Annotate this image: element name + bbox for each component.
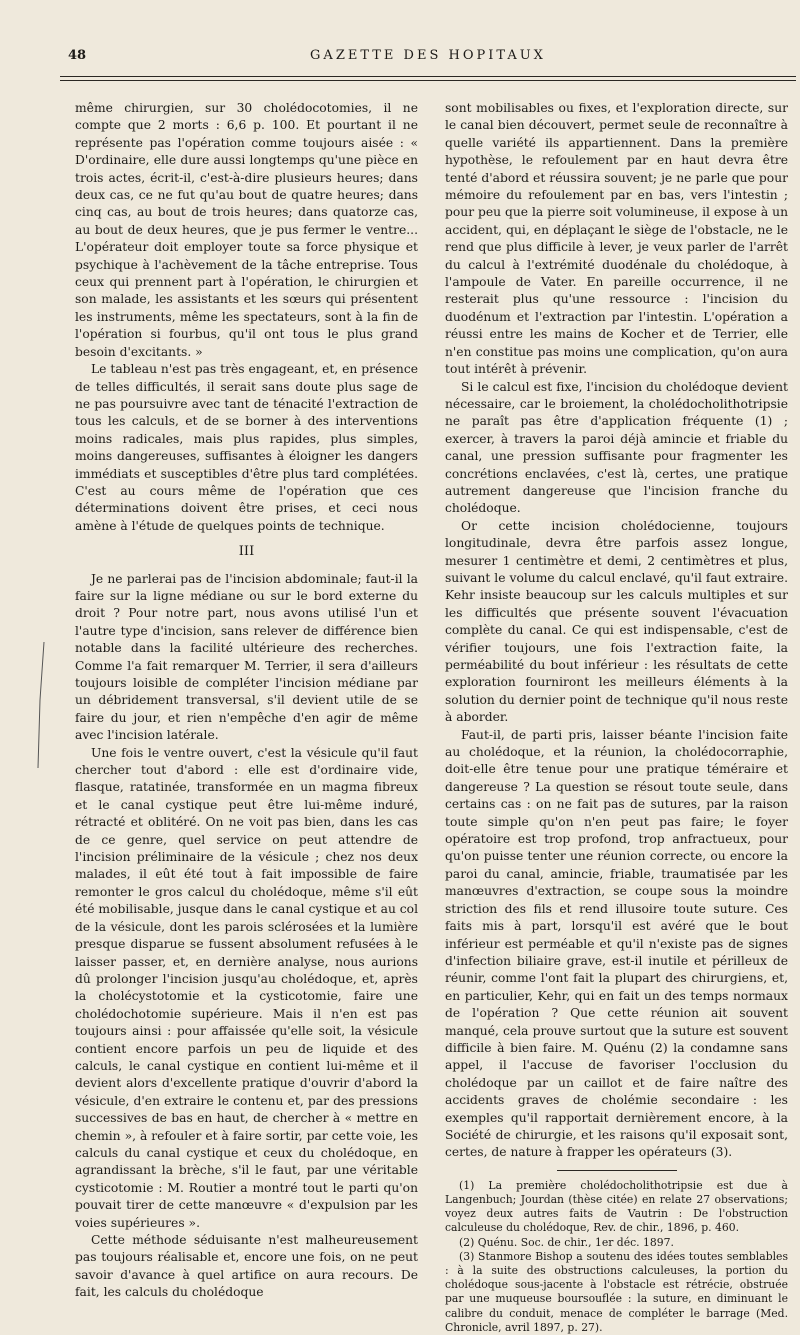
paragraph: même chirurgien, sur 30 cholédocotomies, il ne compte que 2 morts : 6,6 p. 100. Et pourtant il ne représente pas l'opération comme toujours aisée : « D'ordinaire, elle dure aussi longtemps qu'une pièce en trois actes, écrit-il, c'est-à-dire plusieurs heures; dans deux cas, ce ne fut qu'au bout de quatre heures; dans cinq cas, au bout de trois heures; dans quatorze cas, au bout de deux heures, que je pus fermer le ventre... L'opérateur doit employer toute sa force physique et psychique à l'achèvement de la tâche entreprise. Tous ceux qui prennent part à l'opération, le chirurgien et son malade, les assistants et les sœurs qui présentent les instruments, même les spectateurs, sont à la fin de l'opération si fourbus, qu'il ont tous le plus grand besoin d'excitants. »: [75, 101, 418, 359]
page-number: 48: [68, 48, 87, 63]
right-column: [445, 100, 788, 1334]
footnote: (1) La première cholédocholithotripsie est due à Langenbuch; Jourdan (thèse citée) en relate 27 observations; voyez deux autres faits de Vautrin : De l'obstruction calculeuse du cholédoque, Rev. de chir., 1896, p. 460.: [445, 1178, 788, 1235]
left-column: [75, 100, 418, 1300]
page-header: [60, 44, 796, 68]
paragraph: sont mobilisables ou fixes, et l'exploration directe, sur le canal bien découvert, permet seule de reconnaître à quelle variété ils appartiennent. Dans la première hypothèse, le refoulement par en haut devra être tenté d'abord et réussira souvent; je ne parle que pour mémoire du refoulement par en bas, vers l'intestin ; pour peu que la pierre soit volumineuse, il expose à un accident, qui, en déplaçant le siège de l'obstacle, ne le rend que plus difficile à lever, je veux parler de l'arrêt du calcul à l'extrémité duodénale du cholédoque, à l'ampoule de Vater. En pareille occurrence, il ne resterait plus qu'une ressource : l'incision du duodénum et l'extraction par l'intestin. L'opération a réussi entre les mains de Kocher et de Terrier, elle n'en constitue pas moins une complication, qu'on aura tout intérêt à prévenir.: [445, 101, 788, 377]
header-rule-top: [60, 76, 796, 77]
running-title: GAZETTE DES HOPITAUX: [310, 48, 546, 63]
paragraph: Une fois le ventre ouvert, c'est la vésicule qu'il faut chercher tout d'abord : elle est d'ordinaire vide, flasque, ratatinée, transformée en un magma fibreux et le canal cystique peut être lui-même induré, rétracté et oblitéré. On ne voit pas bien, dans les cas de ce genre, quel service on peut attendre de l'incision préliminaire de la vésicule ; chez nos deux malades, il eût été tout à fait impossible de faire remonter le gros calcul du cholédoque, même s'il eût été mobilisable, jusque dans le canal cystique et au col de la vésicule, dont les parois sclérosées et la lumière presque disparue se fussent absolument refusées à le laisser passer, et, en dernière analyse, nous aurions dû prolonger l'incision jusqu'au cholédoque, et, après la cholécystotomie et la cysticotomie, faire une cholédochotomie supérieure. Mais il n'en est pas toujours ainsi : pour affaissée qu'elle soit, la vésicule contient encore parfois un peu de liquide et des calculs, le canal cystique en contient lui-même et il devient alors d'excellente pratique d'ouvrir d'abord la vésicule, d'en extraire le contenu et, par des pressions successives de bas en haut, de chercher à « mettre en chemin », à refouler et à faire sortir, par cette voie, les calculs du canal cystique et ceux du cholédoque, en agrandissant la brèche, s'il le faut, par une véritable cysticotomie : M. Routier a montré tout le parti qu'on pouvait tirer de cette manœuvre « d'expulsion par les voies supérieures ».: [75, 745, 418, 1230]
paragraph: Faut-il, de parti pris, laisser béante l'incision faite au cholédoque, et la réunion, la cholédocorraphie, doit-elle être tenue pour une pratique téméraire et dangereuse ? La question se résout toute seule, dans certains cas : on ne fait pas de sutures, par la raison toute simple qu'on n'en peut pas faire; le foyer opératoire est trop profond, trop anfractueux, pour qu'on puisse tenter une réunion correcte, ou encore la paroi du canal, amincie, friable, traumatisée par les manœuvres d'extraction, se coupe sous la moindre striction des fils et rend illusoire toute suture. Ces faits mis à part, lorsqu'il est avéré que le bout inférieur est perméable et qu'il n'existe pas de signes d'infection biliaire grave, est-il inutile et périlleux de réunir, comme l'ont fait la plupart des chirurgiens, et, en particulier, Kehr, qui en fait un des temps normaux de l'opération ? Que cette réunion ait souvent manqué, cela prouve surtout que la suture est souvent difficile à bien faire. M. Quénu (2) la condamne sans appel, il l'accuse de favoriser l'occlusion du cholédoque par un caillot et de faire naître des accidents graves de cholémie secondaire : les exemples qu'il rapportait dernièrement encore, à la Société de chirurgie, et les raisons qu'il exposait sont, certes, de nature à frapper les opérateurs (3).: [445, 727, 788, 1160]
section-number: III: [238, 544, 255, 560]
footnote: (3) Stanmore Bishop a soutenu des idées toutes semblables : à la suite des obstructions calculeuses, la portion du cholédoque sous-jacente à l'obstacle est rétrécie, obstruée par une muqueuse boursouflée : la suture, en diminuant le calibre du conduit, menace de compléter le barrage (Med. Chronicle, avril 1897, p. 27).: [445, 1249, 788, 1334]
margin-pencil-mark: [36, 640, 48, 770]
paragraph: Je ne parlerai pas de l'incision abdominale; faut-il la faire sur la ligne médiane ou sur le bord externe du droit ? Pour notre part, nous avons utilisé l'un et l'autre type d'incision, sans relever de différence bien notable dans la facilité ultérieure des recherches. Comme l'a fait remarquer M. Terrier, il sera d'ailleurs toujours loisible de compléter l'incision médiane par un débridement transversal, s'il devient utile de se faire du jour, et rien n'empêche d'en agir de même avec l'incision latérale.: [75, 571, 418, 743]
footnote-separator: [557, 1170, 677, 1171]
paragraph: Or cette incision cholédocienne, toujours longitudinale, devra être parfois assez longue, mesurer 1 centimètre et demi, 2 centimètres et plus, suivant le volume du calcul enclavé, qu'il faut extraire. Kehr insiste beaucoup sur les calculs multiples et sur les difficultés que présente souvent l'évacuation complète du canal. Ce qui est indispensable, c'est de vérifier toujours, une fois l'extraction faite, la perméabilité du bout inférieur : les résultats de cette exploration fourniront les meilleurs éléments à la solution du dernier point de technique qu'il nous reste à aborder.: [445, 518, 788, 725]
paragraph: Si le calcul est fixe, l'incision du cholédoque devient nécessaire, car le broiement, la cholédocholithotripsie ne paraît pas être d'application fréquente (1) ; exercer, à travers la paroi déjà amincie et friable du canal, une pression suffisante pour fragmenter les concrétions enclavées, c'est là, certes, une pratique autrement dangereuse que l'incision franche du cholédoque.: [445, 379, 788, 516]
header-rule-bottom: [60, 80, 796, 81]
paragraph: Le tableau n'est pas très engageant, et, en présence de telles difficultés, il serait sans doute plus sage de ne pas poursuivre avec tant de ténacité l'extraction de tous les calculs, et de se borner à des interventions moins radicales, mais plus rapides, plus simples, moins dangereuses, suffisantes à éloigner les dangers immédiats et susceptibles d'être plus tard complétées. C'est au cours même de l'opération que ces déterminations doivent être prises, et ceci nous amène à l'étude de quelques points de technique.: [75, 362, 418, 533]
paragraph: Cette méthode séduisante n'est malheureusement pas toujours réalisable et, encore une fois, on ne peut savoir d'avance à quel artifice on aura recours. De fait, les calculs du cholédoque: [75, 1233, 418, 1300]
footnote: (2) Quénu. Soc. de chir., 1er déc. 1897.: [459, 1235, 674, 1249]
footnotes: [445, 1179, 788, 1335]
